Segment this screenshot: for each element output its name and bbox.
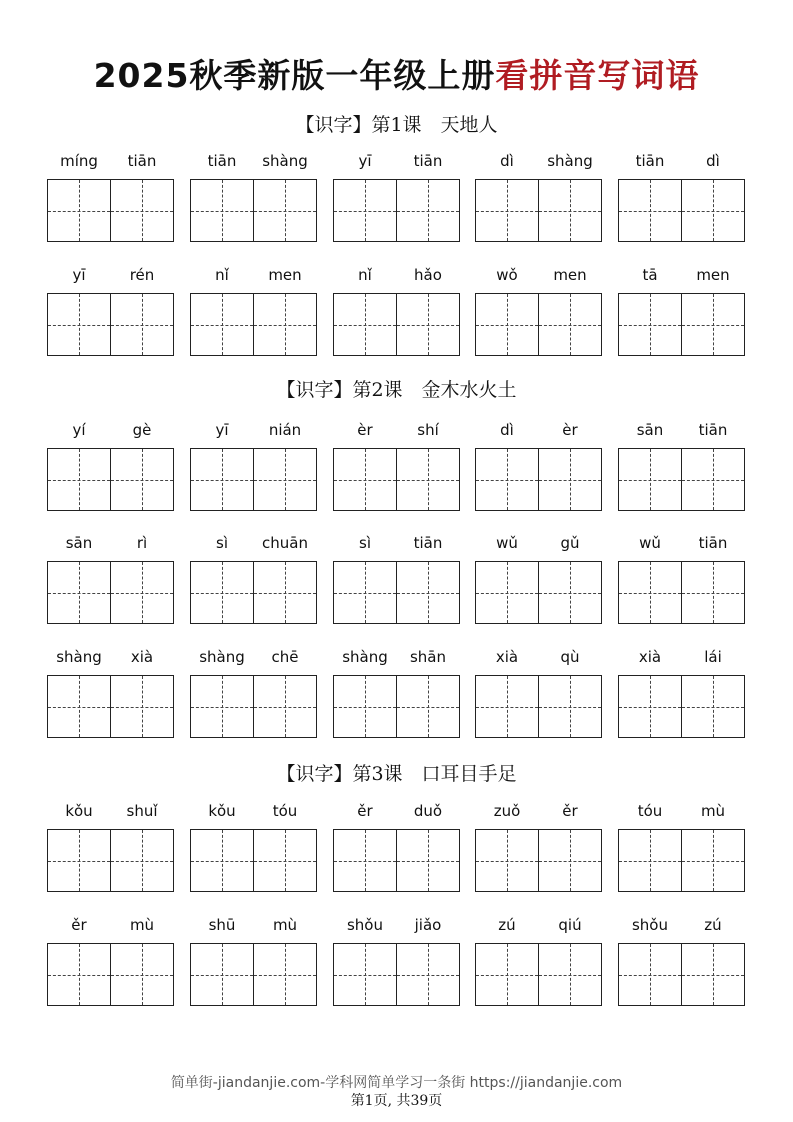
- tianzi-cell[interactable]: [110, 944, 173, 1005]
- tianzi-cell[interactable]: [681, 944, 744, 1005]
- pinyin-label: ěr: [357, 802, 373, 820]
- writing-grid: [618, 179, 745, 242]
- tianzi-cell[interactable]: [334, 294, 396, 355]
- tianzi-cell[interactable]: [110, 449, 173, 510]
- pinyin-label: nǐ: [358, 266, 372, 284]
- writing-grid: [47, 829, 174, 892]
- pinyin-label: xià: [638, 648, 662, 666]
- tianzi-cell[interactable]: [48, 180, 110, 241]
- pinyin-label: shǒu: [346, 916, 383, 934]
- pinyin-label: xià: [130, 648, 154, 666]
- pinyin-label: shàng: [56, 648, 102, 666]
- writing-grid: [333, 179, 460, 242]
- writing-grid: [47, 675, 174, 738]
- writing-grid: [618, 448, 745, 511]
- tianzi-cell[interactable]: [110, 830, 173, 891]
- pinyin-label: dì: [500, 421, 514, 439]
- writing-grid: [190, 943, 317, 1006]
- page-number: 第1页, 共39页: [350, 1093, 443, 1109]
- pinyin-label: dì: [500, 152, 514, 170]
- tianzi-cell[interactable]: [619, 562, 681, 623]
- pinyin-label: sì: [359, 534, 371, 552]
- pinyin-label: wǒ: [496, 266, 518, 284]
- pinyin-label: sān: [65, 534, 93, 552]
- tianzi-cell[interactable]: [191, 180, 253, 241]
- pinyin-label: nǐ: [215, 266, 229, 284]
- tianzi-cell[interactable]: [253, 830, 316, 891]
- pinyin-label: kǒu: [208, 802, 236, 820]
- tianzi-cell[interactable]: [334, 449, 396, 510]
- tianzi-cell[interactable]: [681, 830, 744, 891]
- tianzi-cell[interactable]: [396, 944, 459, 1005]
- pinyin-label: yí: [72, 421, 86, 439]
- pinyin-label: duǒ: [413, 802, 443, 820]
- tianzi-cell[interactable]: [538, 294, 601, 355]
- tianzi-cell[interactable]: [538, 180, 601, 241]
- writing-grid: [333, 561, 460, 624]
- pinyin-label: gǔ: [560, 534, 580, 552]
- tianzi-cell[interactable]: [396, 562, 459, 623]
- pinyin-label: mù: [272, 916, 298, 934]
- pinyin-label: men: [696, 266, 730, 284]
- footer-watermark: 简单街-jiandanjie.com-学科网简单学习一条街 https://jiandanjie.com: [170, 1075, 623, 1091]
- tianzi-cell[interactable]: [48, 449, 110, 510]
- writing-grid: [618, 829, 745, 892]
- tianzi-cell[interactable]: [396, 294, 459, 355]
- lesson-heading: 【识字】第1课 天地人: [295, 114, 498, 136]
- pinyin-label: shān: [409, 648, 447, 666]
- writing-grid: [475, 675, 602, 738]
- tianzi-cell[interactable]: [48, 830, 110, 891]
- tianzi-cell[interactable]: [476, 180, 538, 241]
- tianzi-cell[interactable]: [253, 562, 316, 623]
- writing-grid: [475, 829, 602, 892]
- writing-grid: [475, 448, 602, 511]
- tianzi-cell[interactable]: [396, 676, 459, 737]
- writing-grid: [618, 943, 745, 1006]
- pinyin-label: mù: [129, 916, 155, 934]
- writing-grid: [333, 675, 460, 738]
- pinyin-label: ěr: [71, 916, 87, 934]
- pinyin-label: tóu: [272, 802, 298, 820]
- tianzi-cell[interactable]: [191, 449, 253, 510]
- pinyin-label: rén: [129, 266, 155, 284]
- writing-grid: [475, 293, 602, 356]
- tianzi-cell[interactable]: [538, 676, 601, 737]
- writing-grid: [333, 943, 460, 1006]
- pinyin-label: men: [268, 266, 302, 284]
- pinyin-label: nián: [268, 421, 302, 439]
- pinyin-label: míng: [60, 152, 98, 170]
- tianzi-cell[interactable]: [681, 562, 744, 623]
- pinyin-label: wǔ: [639, 534, 661, 552]
- tianzi-cell[interactable]: [110, 294, 173, 355]
- tianzi-cell[interactable]: [681, 294, 744, 355]
- word-row: [0, 648, 793, 758]
- tianzi-cell[interactable]: [253, 944, 316, 1005]
- tianzi-cell[interactable]: [476, 676, 538, 737]
- pinyin-label: ěr: [562, 802, 578, 820]
- pinyin-label: tiān: [698, 534, 728, 552]
- pinyin-label: shàng: [199, 648, 245, 666]
- lesson-heading: 【识字】第2课 金木水火土: [276, 379, 517, 401]
- lesson-heading: 【识字】第3课 口耳目手足: [276, 763, 517, 785]
- tianzi-cell[interactable]: [681, 676, 744, 737]
- pinyin-label: sān: [636, 421, 664, 439]
- tianzi-cell[interactable]: [334, 830, 396, 891]
- pinyin-label: lái: [704, 648, 722, 666]
- pinyin-label: tiān: [413, 152, 443, 170]
- word-row: [0, 266, 793, 376]
- pinyin-label: tiān: [413, 534, 443, 552]
- writing-grid: [475, 561, 602, 624]
- tianzi-cell[interactable]: [538, 944, 601, 1005]
- pinyin-label: xià: [495, 648, 519, 666]
- tianzi-cell[interactable]: [334, 944, 396, 1005]
- tianzi-cell[interactable]: [619, 944, 681, 1005]
- pinyin-label: dì: [706, 152, 720, 170]
- word-row: [0, 916, 793, 1026]
- tianzi-cell[interactable]: [48, 562, 110, 623]
- pinyin-label: zú: [498, 916, 516, 934]
- pinyin-label: tóu: [637, 802, 663, 820]
- pinyin-label: shū: [208, 916, 236, 934]
- writing-grid: [475, 179, 602, 242]
- tianzi-cell[interactable]: [191, 676, 253, 737]
- pinyin-label: shàng: [342, 648, 388, 666]
- tianzi-cell[interactable]: [48, 294, 110, 355]
- tianzi-cell[interactable]: [334, 676, 396, 737]
- tianzi-cell[interactable]: [538, 830, 601, 891]
- writing-grid: [190, 448, 317, 511]
- tianzi-cell[interactable]: [253, 294, 316, 355]
- pinyin-label: shàng: [262, 152, 308, 170]
- writing-grid: [190, 179, 317, 242]
- tianzi-cell[interactable]: [253, 449, 316, 510]
- tianzi-cell[interactable]: [619, 449, 681, 510]
- pinyin-label: shí: [417, 421, 439, 439]
- tianzi-cell[interactable]: [110, 562, 173, 623]
- tianzi-cell[interactable]: [681, 180, 744, 241]
- tianzi-cell[interactable]: [191, 944, 253, 1005]
- tianzi-cell[interactable]: [476, 449, 538, 510]
- writing-grid: [190, 561, 317, 624]
- pinyin-label: yī: [358, 152, 372, 170]
- pinyin-label: rì: [136, 534, 148, 552]
- writing-grid: [618, 675, 745, 738]
- pinyin-label: chuān: [262, 534, 308, 552]
- title-main: 2025秋季新版一年级上册: [93, 56, 496, 95]
- writing-grid: [47, 293, 174, 356]
- writing-grid: [618, 293, 745, 356]
- word-row: [0, 152, 793, 262]
- tianzi-cell[interactable]: [110, 676, 173, 737]
- writing-grid: [618, 561, 745, 624]
- tianzi-cell[interactable]: [48, 676, 110, 737]
- tianzi-cell[interactable]: [396, 449, 459, 510]
- pinyin-label: shuǐ: [126, 802, 158, 820]
- tianzi-cell[interactable]: [538, 449, 601, 510]
- pinyin-label: gè: [132, 421, 152, 439]
- tianzi-cell[interactable]: [619, 676, 681, 737]
- tianzi-cell[interactable]: [681, 449, 744, 510]
- pinyin-label: wǔ: [496, 534, 518, 552]
- pinyin-label: shǒu: [631, 916, 668, 934]
- word-row: [0, 802, 793, 912]
- tianzi-cell[interactable]: [476, 562, 538, 623]
- writing-grid: [190, 675, 317, 738]
- writing-grid: [333, 293, 460, 356]
- tianzi-cell[interactable]: [619, 294, 681, 355]
- writing-grid: [47, 943, 174, 1006]
- tianzi-cell[interactable]: [619, 180, 681, 241]
- pinyin-label: yī: [72, 266, 86, 284]
- writing-grid: [475, 943, 602, 1006]
- pinyin-label: zuǒ: [493, 802, 521, 820]
- tianzi-cell[interactable]: [619, 830, 681, 891]
- pinyin-label: tā: [642, 266, 658, 284]
- pinyin-label: hǎo: [414, 266, 442, 284]
- pinyin-label: shàng: [547, 152, 593, 170]
- pinyin-label: èr: [562, 421, 578, 439]
- pinyin-label: qiú: [558, 916, 582, 934]
- writing-grid: [47, 561, 174, 624]
- tianzi-cell[interactable]: [476, 944, 538, 1005]
- tianzi-cell[interactable]: [538, 562, 601, 623]
- pinyin-label: yī: [215, 421, 229, 439]
- pinyin-label: tiān: [127, 152, 157, 170]
- word-row: [0, 421, 793, 531]
- writing-grid: [190, 829, 317, 892]
- pinyin-label: zú: [704, 916, 722, 934]
- pinyin-label: mù: [700, 802, 726, 820]
- pinyin-label: chē: [271, 648, 299, 666]
- writing-grid: [190, 293, 317, 356]
- tianzi-cell[interactable]: [396, 180, 459, 241]
- tianzi-cell[interactable]: [110, 180, 173, 241]
- title-highlight: 看拼音写词语: [495, 56, 700, 95]
- tianzi-cell[interactable]: [334, 562, 396, 623]
- writing-grid: [333, 829, 460, 892]
- pinyin-label: men: [553, 266, 587, 284]
- pinyin-label: kǒu: [65, 802, 93, 820]
- writing-grid: [47, 179, 174, 242]
- pinyin-label: qù: [560, 648, 580, 666]
- pinyin-label: tiān: [635, 152, 665, 170]
- tianzi-cell[interactable]: [476, 830, 538, 891]
- tianzi-cell[interactable]: [253, 676, 316, 737]
- tianzi-cell[interactable]: [253, 180, 316, 241]
- tianzi-cell[interactable]: [191, 562, 253, 623]
- pinyin-label: èr: [357, 421, 373, 439]
- tianzi-cell[interactable]: [334, 180, 396, 241]
- tianzi-cell[interactable]: [191, 294, 253, 355]
- writing-grid: [47, 448, 174, 511]
- pinyin-label: tiān: [698, 421, 728, 439]
- page-title: [0, 50, 793, 97]
- word-row: [0, 534, 793, 644]
- tianzi-cell[interactable]: [48, 944, 110, 1005]
- writing-grid: [333, 448, 460, 511]
- tianzi-cell[interactable]: [476, 294, 538, 355]
- tianzi-cell[interactable]: [191, 830, 253, 891]
- tianzi-cell[interactable]: [396, 830, 459, 891]
- pinyin-label: tiān: [207, 152, 237, 170]
- pinyin-label: jiǎo: [414, 916, 442, 934]
- pinyin-label: sì: [216, 534, 228, 552]
